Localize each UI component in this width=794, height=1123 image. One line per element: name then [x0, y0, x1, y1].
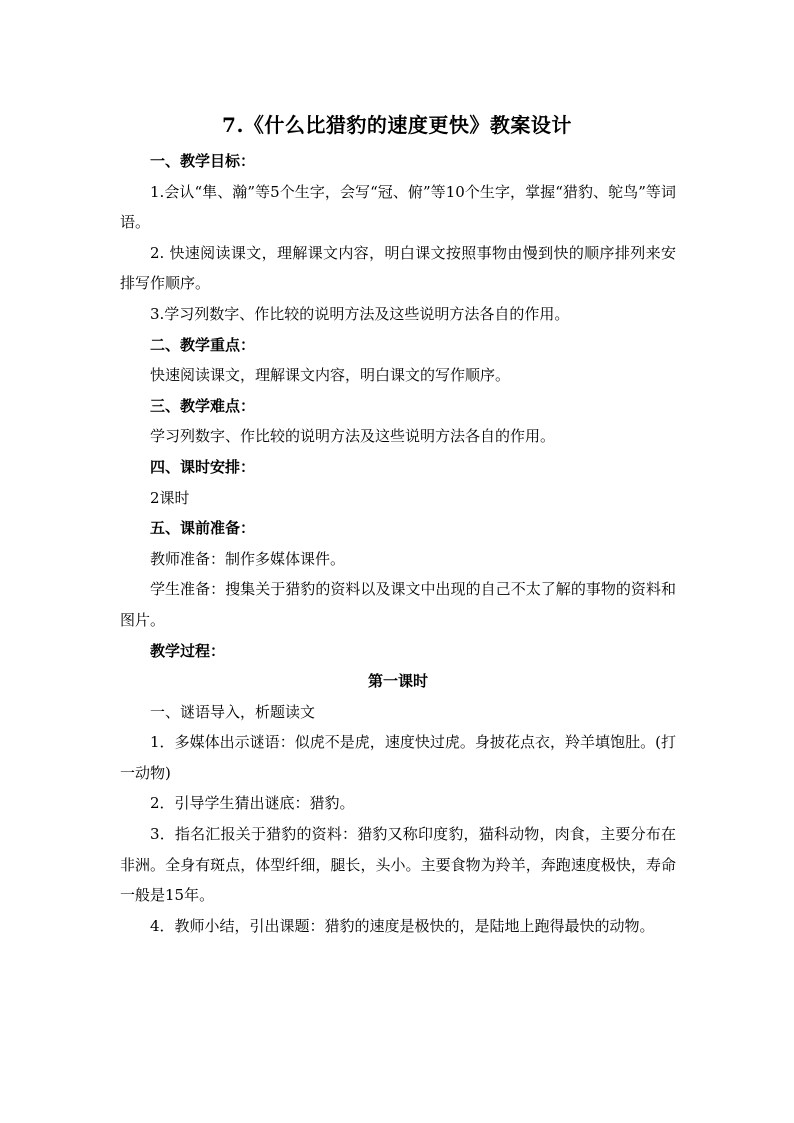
body-paragraph: 1.会认“隼、瀚”等5个生字，会写“冠、俯”等10个生字，掌握“猎豹、鸵鸟”等词语。	[120, 182, 676, 232]
section-heading: 三、教学难点：	[150, 396, 256, 415]
body-paragraph: 学生准备：搜集关于猎豹的资料以及课文中出现的自己不太了解的事物的资料和图片。	[120, 580, 676, 629]
document-body	[120, 146, 676, 941]
document-title: 7.《什么比猎豹的速度更快》教案设计	[222, 113, 572, 137]
body-paragraph: 2．引导学生猜出谜底：猎豹。	[150, 794, 355, 813]
body-paragraph: 一、谜语导入，析题读文	[150, 702, 316, 721]
section-heading: 四、课时安排：	[150, 457, 256, 476]
section-heading: 一、教学目标：	[150, 152, 256, 170]
section-heading: 二、教学重点：	[150, 335, 256, 354]
body-paragraph: 快速阅读课文，理解课文内容，明白课文的写作顺序。	[150, 366, 511, 385]
body-paragraph: 3．指名汇报关于猎豹的资料：猎豹又称印度豹，猫科动物，肉食，主要分布在非洲。全身有斑点，体型纤细，腿长，头小。主要食物为羚羊，奔跑速度极快，寿命一般是15年。	[120, 825, 676, 905]
lesson-heading: 第一课时	[367, 672, 428, 691]
body-paragraph: 2课时	[150, 488, 190, 507]
body-paragraph: 3.学习列数字、作比较的说明方法及这些说明方法各自的作用。	[150, 304, 570, 323]
body-paragraph: 2. 快速阅读课文，理解课文内容，明白课文按照事物由慢到快的顺序排列来安排写作顺序。	[120, 243, 676, 293]
section-heading: 五、课前准备：	[150, 519, 256, 538]
body-paragraph: 1．多媒体出示谜语：似虎不是虎，速度快过虎。身披花点衣，羚羊填饱肚。(打一动物)	[120, 733, 676, 782]
body-paragraph: 4．教师小结，引出课题：猎豹的速度是极快的，是陆地上跑得最快的动物。	[150, 916, 655, 935]
body-paragraph: 学习列数字、作比较的说明方法及这些说明方法各自的作用。	[150, 427, 556, 446]
body-paragraph: 教师准备：制作多媒体课件。	[150, 549, 346, 568]
section-heading: 教学过程：	[150, 641, 226, 660]
